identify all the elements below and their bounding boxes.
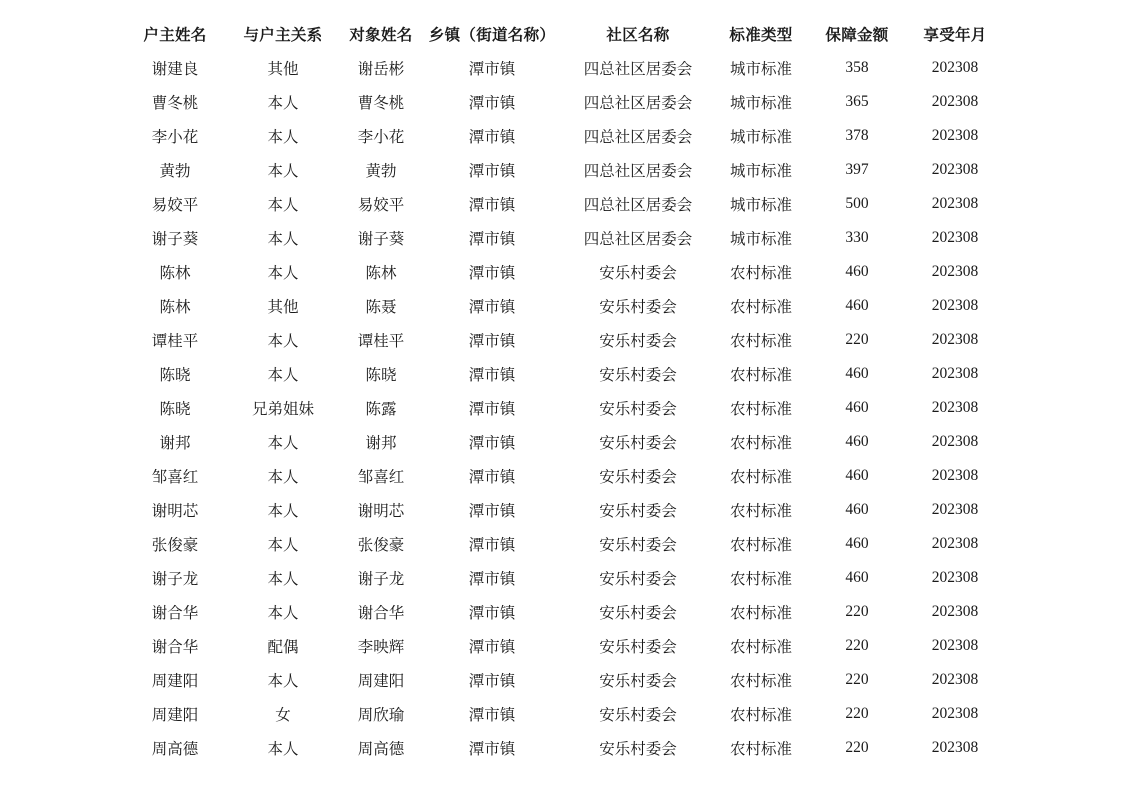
recipient-name-cell: 陈聂 [365,298,397,316]
table-body [120,51,1000,765]
township-cell: 潭市镇 [468,128,516,146]
relationship-cell: 本人 [267,434,299,452]
month-cell: 202308 [931,331,979,348]
community-cell: 四总社区居委会 [583,162,693,180]
recipient-name-cell: 易姣平 [357,196,405,214]
township-cell: 潭市镇 [468,536,516,554]
relationship-cell: 本人 [267,94,299,112]
township-cell: 潭市镇 [468,400,516,418]
householder-name-cell: 陈林 [159,264,191,282]
month-cell: 202308 [931,671,979,688]
amount-cell: 220 [845,671,869,688]
standard-type-cell: 城市标准 [729,162,792,180]
table-row [120,357,1000,391]
table-row [120,493,1000,527]
standard-type-cell: 农村标准 [729,298,792,316]
table-row [120,629,1000,663]
recipient-name-cell: 黄勃 [365,162,397,180]
recipient-name-cell: 陈晓 [365,366,397,384]
month-cell: 202308 [931,297,979,314]
community-cell: 安乐村委会 [599,740,677,758]
householder-name-cell: 黄勃 [159,162,191,180]
community-cell: 四总社区居委会 [583,94,693,112]
householder-name-cell: 谢合华 [151,638,199,656]
township-cell: 潭市镇 [468,94,516,112]
month-cell: 202308 [931,603,979,620]
amount-cell: 460 [845,535,869,552]
recipient-name-cell: 谢合华 [357,604,405,622]
amount-cell: 500 [845,195,869,212]
relationship-cell: 本人 [267,264,299,282]
header-relationship: 与户主关系 [243,26,323,44]
table-row [120,119,1000,153]
relationship-cell: 本人 [267,502,299,520]
amount-cell: 460 [845,467,869,484]
standard-type-cell: 农村标准 [729,434,792,452]
relationship-cell: 本人 [267,366,299,384]
standard-type-cell: 城市标准 [729,230,792,248]
assistance-roster-table [120,17,1000,765]
month-cell: 202308 [931,399,979,416]
month-cell: 202308 [931,127,979,144]
community-cell: 安乐村委会 [599,536,677,554]
table-row [120,459,1000,493]
recipient-name-cell: 李小花 [357,128,405,146]
amount-cell: 220 [845,739,869,756]
amount-cell: 220 [845,637,869,654]
relationship-cell: 本人 [267,128,299,146]
table-row [120,731,1000,765]
month-cell: 202308 [931,229,979,246]
month-cell: 202308 [931,195,979,212]
amount-cell: 397 [845,161,869,178]
householder-name-cell: 周建阳 [151,672,199,690]
standard-type-cell: 农村标准 [729,468,792,486]
table-row [120,663,1000,697]
relationship-cell: 其他 [267,60,299,78]
relationship-cell: 女 [275,706,291,724]
table-row [120,323,1000,357]
township-cell: 潭市镇 [468,638,516,656]
community-cell: 安乐村委会 [599,502,677,520]
month-cell: 202308 [931,467,979,484]
relationship-cell: 其他 [267,298,299,316]
table-row [120,51,1000,85]
relationship-cell: 本人 [267,570,299,588]
month-cell: 202308 [931,59,979,76]
relationship-cell: 本人 [267,230,299,248]
table-row [120,85,1000,119]
recipient-name-cell: 周高德 [357,740,405,758]
table-row [120,527,1000,561]
month-cell: 202308 [931,161,979,178]
standard-type-cell: 城市标准 [729,60,792,78]
standard-type-cell: 农村标准 [729,706,792,724]
table-row [120,187,1000,221]
householder-name-cell: 谢明芯 [151,502,199,520]
table-row [120,255,1000,289]
standard-type-cell: 城市标准 [729,94,792,112]
township-cell: 潭市镇 [468,502,516,520]
community-cell: 安乐村委会 [599,264,677,282]
householder-name-cell: 张俊豪 [151,536,199,554]
township-cell: 潭市镇 [468,230,516,248]
township-cell: 潭市镇 [468,468,516,486]
table-row [120,221,1000,255]
month-cell: 202308 [931,637,979,654]
standard-type-cell: 农村标准 [729,604,792,622]
header-recipient-name: 对象姓名 [349,26,413,44]
standard-type-cell: 农村标准 [729,536,792,554]
month-cell: 202308 [931,93,979,110]
header-community: 社区名称 [606,26,670,44]
amount-cell: 220 [845,705,869,722]
householder-name-cell: 谢邦 [159,434,191,452]
community-cell: 安乐村委会 [599,400,677,418]
recipient-name-cell: 周建阳 [357,672,405,690]
relationship-cell: 本人 [267,536,299,554]
relationship-cell: 本人 [267,740,299,758]
relationship-cell: 配偶 [267,638,299,656]
community-cell: 四总社区居委会 [583,230,693,248]
relationship-cell: 本人 [267,196,299,214]
community-cell: 四总社区居委会 [583,128,693,146]
township-cell: 潭市镇 [468,332,516,350]
recipient-name-cell: 谢邦 [365,434,397,452]
recipient-name-cell: 张俊豪 [357,536,405,554]
standard-type-cell: 农村标准 [729,672,792,690]
township-cell: 潭市镇 [468,434,516,452]
township-cell: 潭市镇 [468,264,516,282]
householder-name-cell: 周建阳 [151,706,199,724]
amount-cell: 330 [845,229,869,246]
recipient-name-cell: 陈露 [365,400,397,418]
township-cell: 潭市镇 [468,298,516,316]
amount-cell: 460 [845,365,869,382]
month-cell: 202308 [931,501,979,518]
month-cell: 202308 [931,739,979,756]
community-cell: 安乐村委会 [599,604,677,622]
householder-name-cell: 谢合华 [151,604,199,622]
month-cell: 202308 [931,365,979,382]
month-cell: 202308 [931,263,979,280]
householder-name-cell: 周高德 [151,740,199,758]
householder-name-cell: 曹冬桃 [151,94,199,112]
community-cell: 安乐村委会 [599,638,677,656]
table-row [120,289,1000,323]
community-cell: 四总社区居委会 [583,60,693,78]
amount-cell: 220 [845,603,869,620]
amount-cell: 220 [845,331,869,348]
householder-name-cell: 李小花 [151,128,199,146]
community-cell: 安乐村委会 [599,298,677,316]
householder-name-cell: 谭桂平 [151,332,199,350]
householder-name-cell: 易姣平 [151,196,199,214]
relationship-cell: 本人 [267,604,299,622]
amount-cell: 460 [845,263,869,280]
recipient-name-cell: 邹喜红 [357,468,405,486]
header-householder-name: 户主姓名 [143,26,207,44]
township-cell: 潭市镇 [468,672,516,690]
relationship-cell: 本人 [267,162,299,180]
community-cell: 安乐村委会 [599,570,677,588]
community-cell: 安乐村委会 [599,332,677,350]
householder-name-cell: 谢子龙 [151,570,199,588]
township-cell: 潭市镇 [468,604,516,622]
householder-name-cell: 陈晓 [159,366,191,384]
recipient-name-cell: 谢子葵 [357,230,405,248]
community-cell: 安乐村委会 [599,672,677,690]
recipient-name-cell: 曹冬桃 [357,94,405,112]
township-cell: 潭市镇 [468,162,516,180]
header-standard-type: 标准类型 [729,26,793,44]
month-cell: 202308 [931,535,979,552]
township-cell: 潭市镇 [468,570,516,588]
table-row [120,697,1000,731]
month-cell: 202308 [931,569,979,586]
header-township: 乡镇（街道名称） [428,26,556,44]
month-cell: 202308 [931,433,979,450]
standard-type-cell: 农村标准 [729,332,792,350]
relationship-cell: 本人 [267,332,299,350]
table-row [120,595,1000,629]
community-cell: 四总社区居委会 [583,196,693,214]
householder-name-cell: 谢建良 [151,60,199,78]
township-cell: 潭市镇 [468,366,516,384]
relationship-cell: 本人 [267,672,299,690]
recipient-name-cell: 陈林 [365,264,397,282]
recipient-name-cell: 谭桂平 [357,332,405,350]
recipient-name-cell: 谢岳彬 [357,60,405,78]
householder-name-cell: 陈晓 [159,400,191,418]
amount-cell: 460 [845,501,869,518]
standard-type-cell: 城市标准 [729,128,792,146]
township-cell: 潭市镇 [468,706,516,724]
standard-type-cell: 农村标准 [729,638,792,656]
recipient-name-cell: 谢子龙 [357,570,405,588]
table-row [120,391,1000,425]
relationship-cell: 本人 [267,468,299,486]
standard-type-cell: 农村标准 [729,400,792,418]
township-cell: 潭市镇 [468,740,516,758]
householder-name-cell: 陈林 [159,298,191,316]
community-cell: 安乐村委会 [599,366,677,384]
community-cell: 安乐村委会 [599,468,677,486]
standard-type-cell: 城市标准 [729,196,792,214]
table-row [120,153,1000,187]
community-cell: 安乐村委会 [599,434,677,452]
amount-cell: 460 [845,433,869,450]
month-cell: 202308 [931,705,979,722]
standard-type-cell: 农村标准 [729,740,792,758]
amount-cell: 358 [845,59,869,76]
standard-type-cell: 农村标准 [729,502,792,520]
standard-type-cell: 农村标准 [729,264,792,282]
householder-name-cell: 谢子葵 [151,230,199,248]
table-header [120,17,1000,51]
header-row [120,17,1000,51]
householder-name-cell: 邹喜红 [151,468,199,486]
table-row [120,561,1000,595]
amount-cell: 460 [845,399,869,416]
amount-cell: 378 [845,127,869,144]
recipient-name-cell: 李映辉 [357,638,405,656]
recipient-name-cell: 谢明芯 [357,502,405,520]
recipient-name-cell: 周欣瑜 [357,706,405,724]
document-page [120,17,1000,765]
header-month: 享受年月 [923,26,987,44]
standard-type-cell: 农村标准 [729,570,792,588]
relationship-cell: 兄弟姐妹 [251,400,314,418]
township-cell: 潭市镇 [468,60,516,78]
amount-cell: 460 [845,297,869,314]
header-amount: 保障金额 [825,26,889,44]
amount-cell: 460 [845,569,869,586]
table-row [120,425,1000,459]
township-cell: 潭市镇 [468,196,516,214]
community-cell: 安乐村委会 [599,706,677,724]
standard-type-cell: 农村标准 [729,366,792,384]
amount-cell: 365 [845,93,869,110]
